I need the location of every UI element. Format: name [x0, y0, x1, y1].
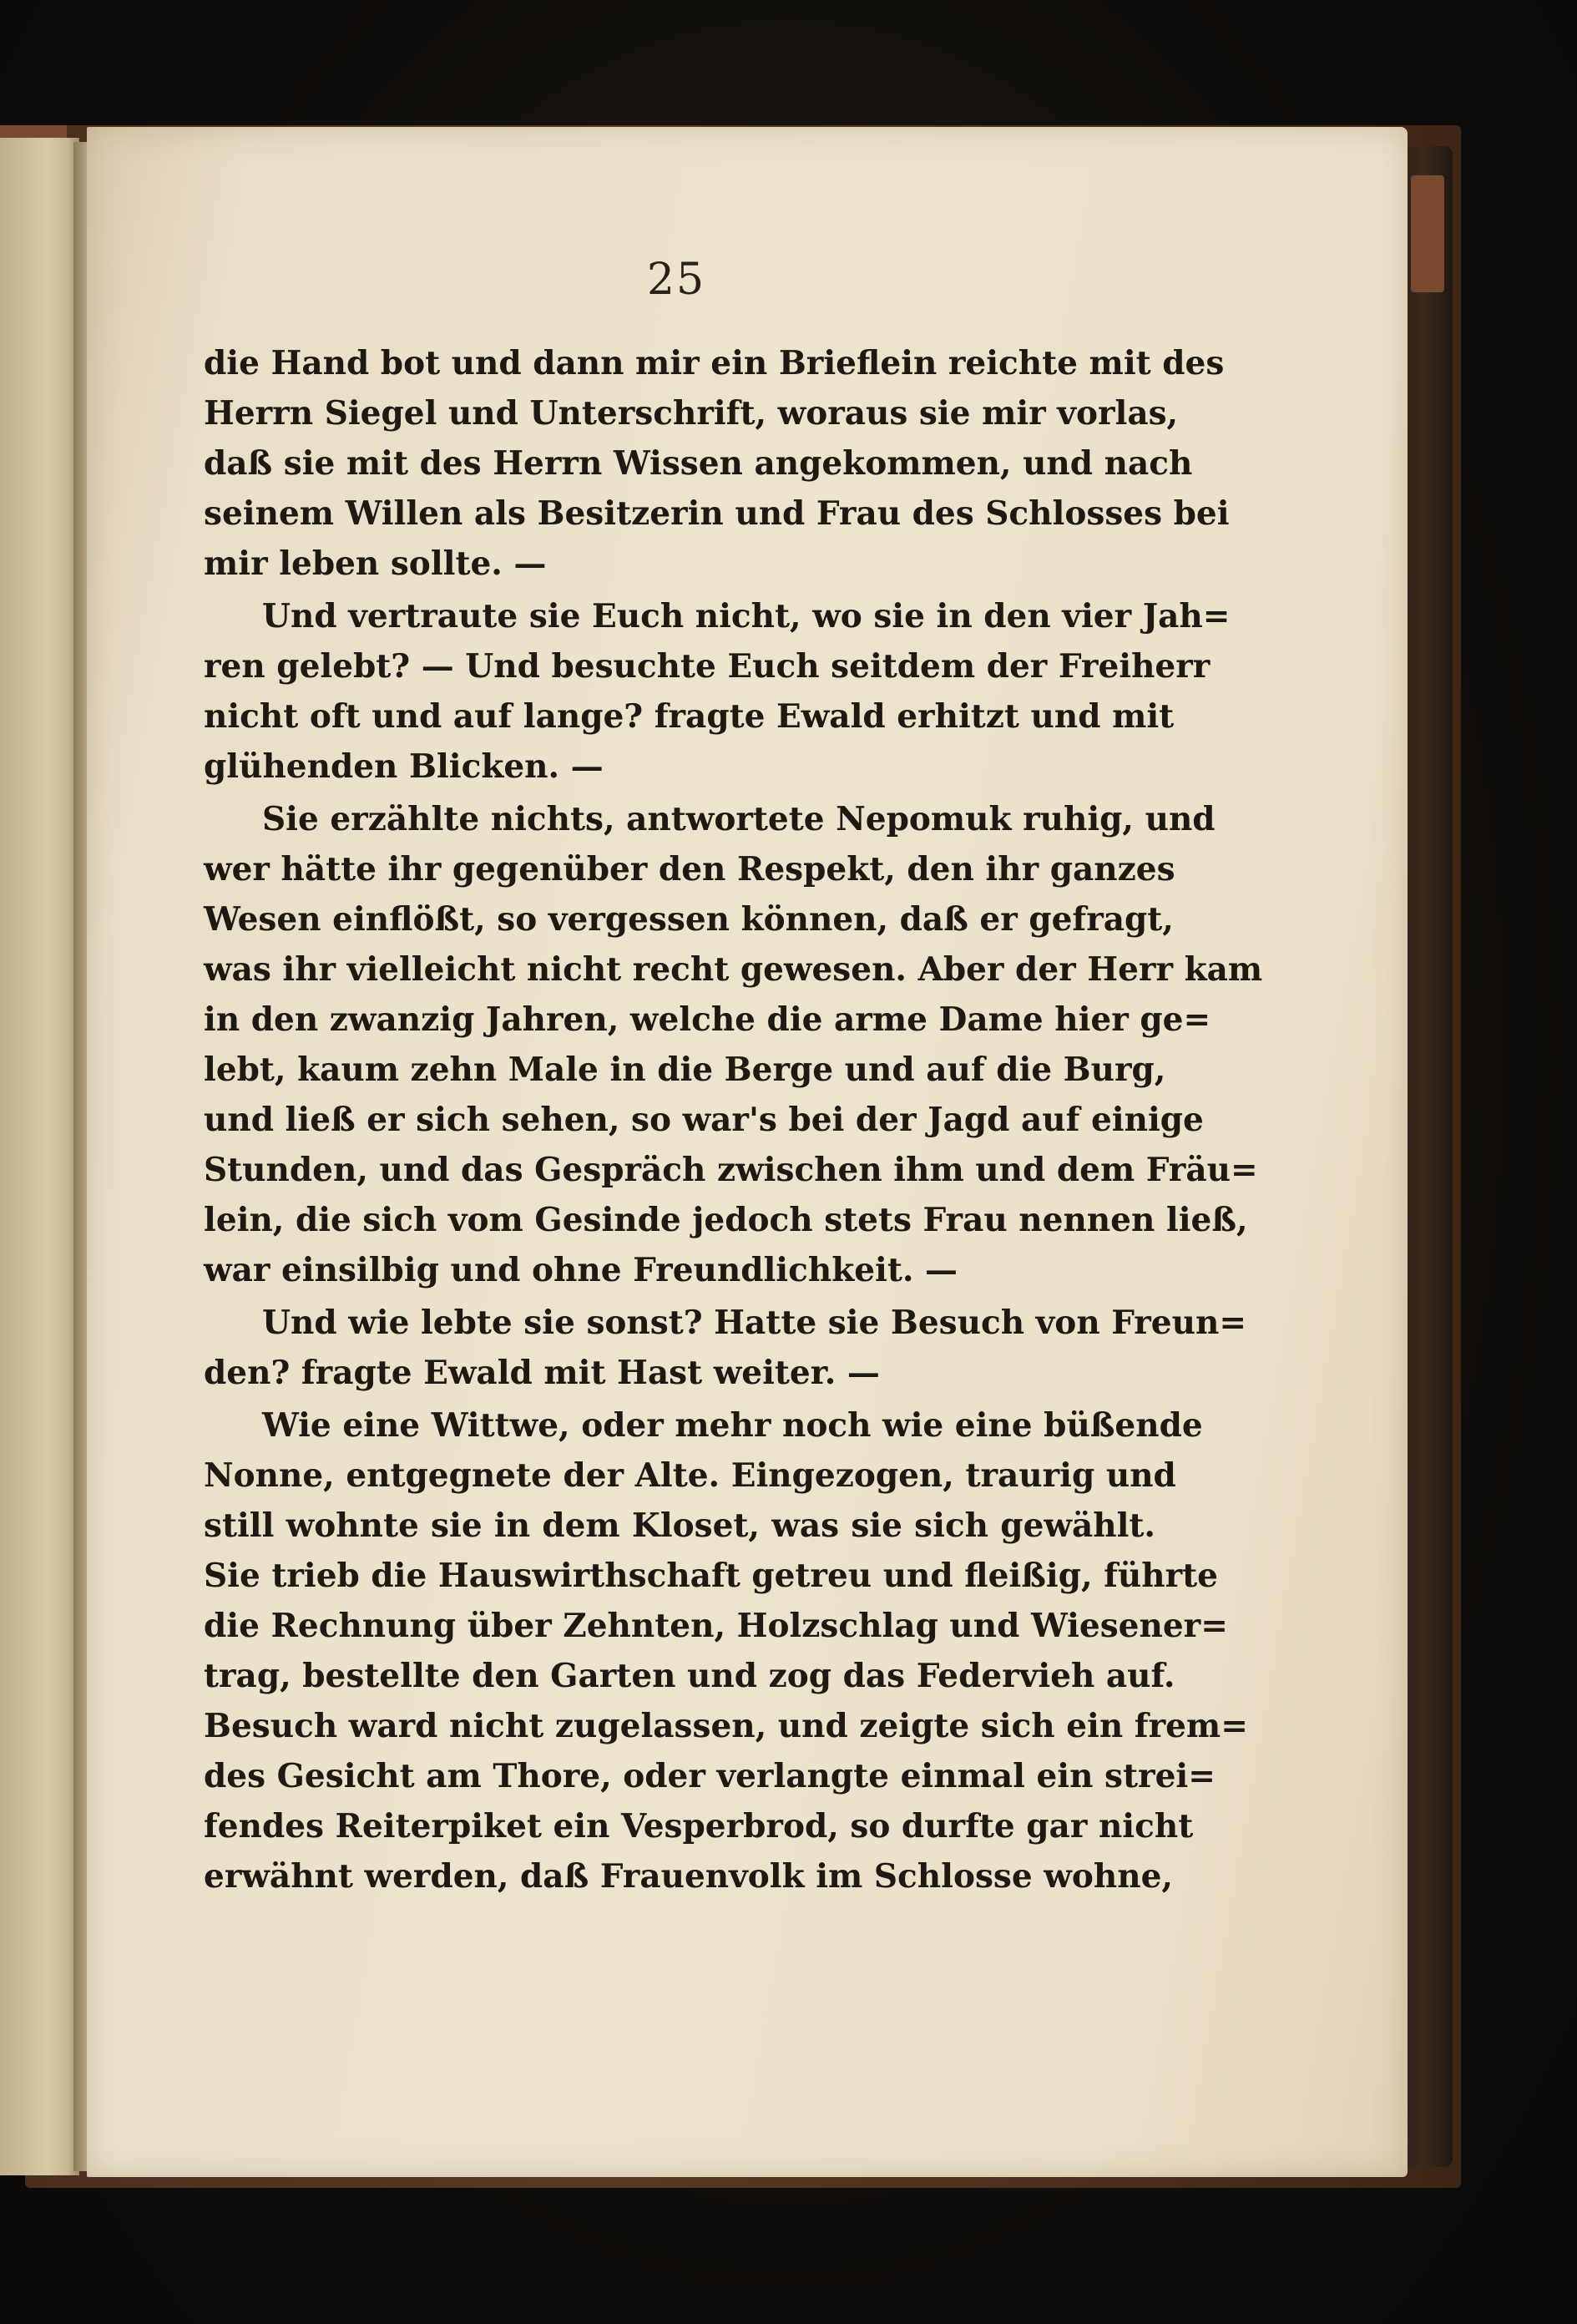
text-line: den? fragte Ewald mit Hast weiter. —	[204, 1354, 880, 1392]
text-line: erwähnt werden, daß Frauenvolk im Schlosse wohne,	[204, 1857, 1173, 1896]
text-line: Stunden, und das Gespräch zwischen ihm und dem Fräu=	[204, 1151, 1258, 1189]
text-line: nicht oft und auf lange? fragte Ewald erhitzt und mit	[204, 697, 1175, 736]
body-text	[204, 338, 1263, 1901]
text-line: des Gesicht am Thore, oder verlangte einmal ein strei=	[204, 1757, 1216, 1795]
text-line: fendes Reiterpiket ein Vesperbrod, so durfte gar nicht	[204, 1807, 1194, 1846]
text-line: was ihr vielleicht nicht recht gewesen. Aber der Herr kam	[204, 950, 1263, 989]
text-line: ren gelebt? — Und besuchte Euch seitdem der Freiherr	[204, 647, 1211, 686]
cover-leather-strip	[1411, 175, 1444, 292]
text-line: mir leben sollte. —	[204, 544, 547, 583]
paragraph	[204, 1298, 1247, 1398]
text-line: Wesen einflößt, so vergessen können, daß er gefragt,	[204, 900, 1174, 939]
text-line: Sie trieb die Hauswirthschaft getreu und fleißig, führte	[204, 1557, 1218, 1595]
text-line: die Rechnung über Zehnten, Holzschlag und Wiesener=	[204, 1607, 1228, 1645]
text-line: Sie erzählte nichts, antwortete Nepomuk ruhig, und	[262, 800, 1216, 838]
text-line: Besuch ward nicht zugelassen, und zeigte sich ein frem=	[204, 1707, 1248, 1745]
text-line: wer hätte ihr gegenüber den Respekt, den ihr ganzes	[204, 850, 1175, 889]
text-line: die Hand bot und dann mir ein Brieflein reichte mit des	[204, 344, 1225, 382]
text-line: Herrn Siegel und Unterschrift, woraus sie mir vorlas,	[204, 394, 1179, 433]
text-line: und ließ er sich sehen, so war's bei der Jagd auf einige	[204, 1101, 1204, 1139]
text-line: still wohnte sie in dem Kloset, was sie sich gewählt.	[204, 1506, 1155, 1545]
text-line: glühenden Blicken. —	[204, 747, 604, 786]
text-line: Nonne, entgegnete der Alte. Eingezogen, traurig und	[204, 1456, 1176, 1495]
text-line: daß sie mit des Herrn Wissen angekommen, und nach	[204, 444, 1193, 483]
left-page-edge	[0, 138, 79, 2175]
text-line: Und vertraute sie Euch nicht, wo sie in den vier Jah=	[262, 597, 1231, 635]
text-line: in den zwanzig Jahren, welche die arme Dame hier ge=	[204, 1000, 1211, 1039]
text-line: war einsilbig und ohne Freundlichkeit. —	[204, 1251, 958, 1289]
page-number: 25	[646, 255, 706, 305]
text-line: lein, die sich vom Gesinde jedoch stets Frau nennen ließ,	[204, 1201, 1248, 1239]
text-line: Und wie lebte sie sonst? Hatte sie Besuch von Freun=	[262, 1304, 1247, 1342]
text-line: seinem Willen als Besitzerin und Frau des Schlosses bei	[204, 494, 1230, 533]
text-line: lebt, kaum zehn Male in die Berge und auf die Burg,	[204, 1051, 1166, 1089]
paragraph	[204, 338, 1230, 589]
text-line: Wie eine Wittwe, oder mehr noch wie eine büßende	[262, 1406, 1203, 1445]
paragraph	[204, 794, 1263, 1295]
text-line: trag, bestellte den Garten und zog das Federvieh auf.	[204, 1657, 1175, 1695]
paragraph	[204, 591, 1231, 792]
paragraph	[204, 1400, 1248, 1901]
